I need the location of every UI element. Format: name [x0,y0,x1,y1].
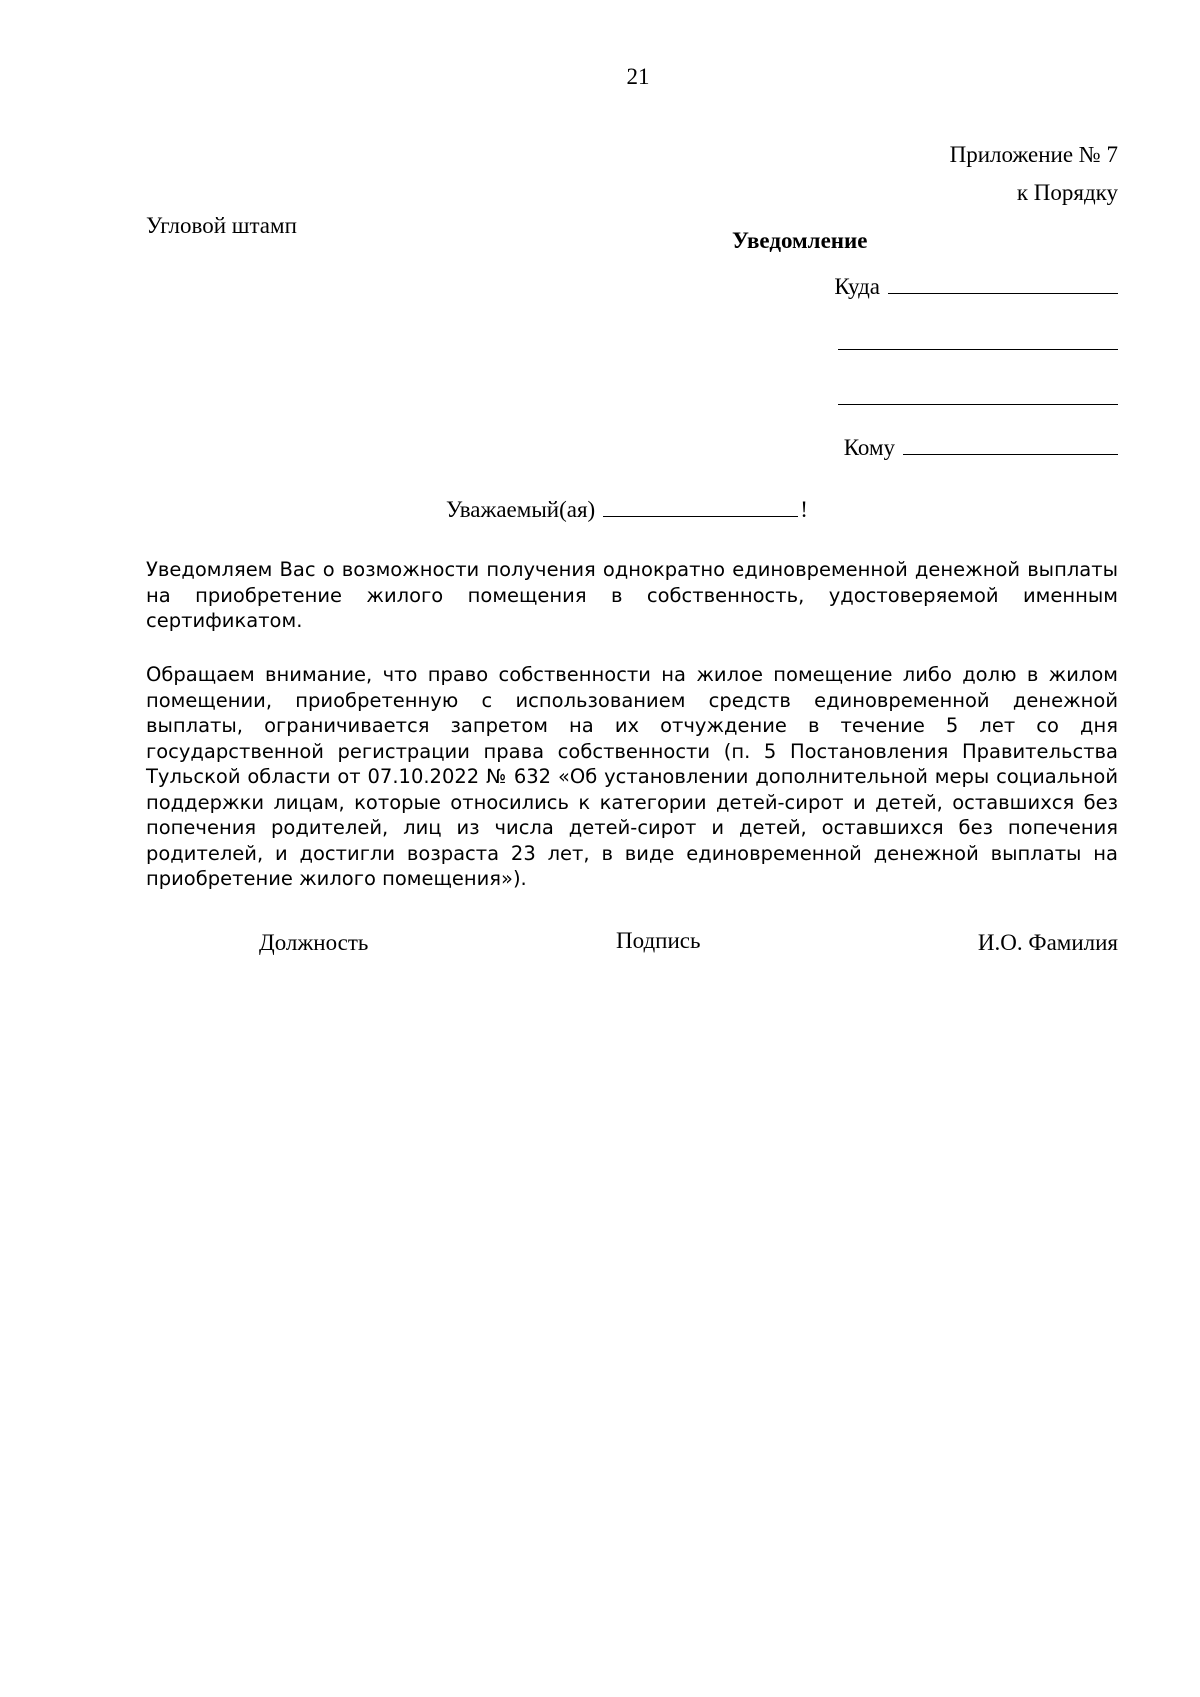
address-blank-line-2 [838,404,1118,405]
address-to-blank [888,273,1118,294]
corner-stamp-label: Угловой штамп [146,213,297,238]
page-number: 21 [626,64,650,89]
appendix-order: к Порядку [1016,180,1118,205]
recipient-blank [903,434,1118,455]
notification-paragraph: Уведомляем Вас о возможности получения однократно единовременной денежной выплаты на приобретение жилого помещения в собственность, удостоверяемой именным сертификатом. [146,558,1118,632]
address-to-label: Куда [834,274,880,299]
salutation-prefix: Уважаемый(ая) [446,497,596,522]
address-blank-line-1 [838,349,1118,350]
signature-position: Должность [259,930,369,955]
salutation-name-blank [603,496,798,517]
appendix-number: Приложение № 7 [949,142,1118,167]
recipient-field [844,434,1118,461]
address-to-field [834,273,1118,300]
appendix-reference [950,136,1118,212]
salutation [446,496,808,523]
recipient-label: Кому [843,435,895,460]
salutation-suffix: ! [800,497,808,522]
signature-name: И.О. Фамилия [977,930,1118,955]
document-title: Уведомление [732,228,868,253]
attention-paragraph: Обращаем внимание, что право собственности на жилое помещение либо долю в жилом помещении, приобретенную с использованием средств единовременной денежной выплаты, ограничивается запретом на их отчуждение в течение 5 лет со дня государственной регистрации права собственности (п. 5 Постановления Правительства Тульской области от 07.10.2022 № 632 «Об установлении дополнительной меры социальной поддержки лицам, которые относились к категории детей-сирот и детей, оставшихся без попечения родителей, лиц из числа детей-сирот и детей, оставшихся без попечения родителей, и достигли возраста 23 лет, в виде единовременной денежной выплаты на приобретение жилого помещения»). [146,663,1118,890]
signature-sign: Подпись [616,928,701,953]
